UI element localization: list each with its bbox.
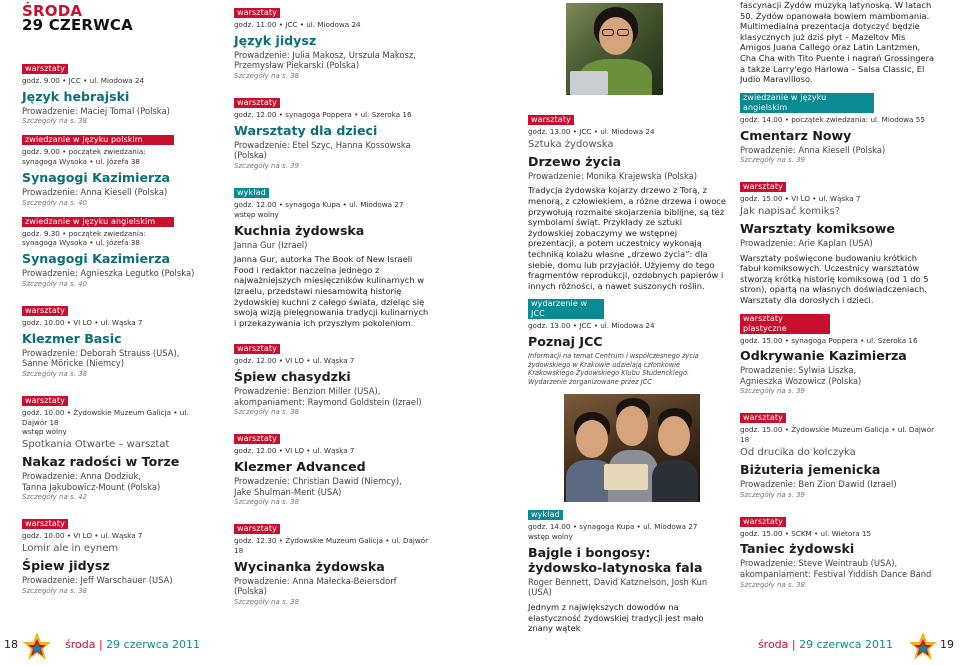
event-block	[22, 56, 198, 126]
day-header	[22, 4, 198, 32]
event-description: Warsztaty poświęcone budowaniu krótkich fabuł komiksowych. Uczestnicy warsztatów stworzą krótką historię komiksową (od 1 do 5 stron), opartą na własnych doświadczeniach. Warsztaty dla dorosłych i dzieci.	[740, 252, 929, 305]
star-logo-left-icon	[22, 631, 52, 661]
event-page-ref: Szczegóły na s. 42	[22, 493, 88, 502]
event-title: Warsztaty dla dzieci	[234, 122, 378, 138]
event-time-location: godz. 9.00 • początek zwiedzania: synagoga Wysoka • ul. Józefa 38	[22, 147, 146, 167]
event-block	[740, 405, 938, 499]
event-lead: Prowadzenie: Anna Kiesell (Polska)	[22, 186, 168, 197]
event-type-tag: wydarzenie w JCC	[528, 299, 604, 319]
event-type-tag: warsztaty	[234, 434, 280, 444]
event-type-tag: warsztaty	[234, 344, 280, 354]
event-subtitle: Jak napisać komiks?	[740, 205, 841, 217]
event-note: Informacji na temat Centrum i współczesnego życia żydowskiego w Krakowie udzielają członkowie Krakowskiego Żydowskiego Klubu Studenckiego. Wydarzenie zorganizowane przez JCC	[528, 352, 699, 386]
event-type-tag: warsztaty	[740, 182, 786, 192]
event-block	[234, 0, 432, 81]
event-time-location: godz. 11.00 • JCC • ul. Miodowa 24	[234, 20, 361, 29]
event-subtitle: Sztuka żydowska	[528, 138, 614, 150]
event-time-location: godz. 12.00 • VI LO • ul. Wąska 7	[234, 446, 355, 456]
events-list	[740, 0, 938, 590]
event-block	[528, 502, 726, 634]
event-title: Śpiew jidysz	[22, 558, 110, 574]
event-page-ref: Szczegóły na s. 40	[22, 279, 88, 288]
event-time-location: godz. 9.00 • JCC • ul. Miodowa 24	[22, 76, 145, 85]
event-title: Warsztaty komiksowe	[740, 220, 895, 236]
event-page-ref: Szczegóły na s. 38	[234, 408, 300, 417]
event-type-tag: zwiedzanie w języku angielskim	[22, 217, 174, 227]
event-page-ref: Szczegóły na s. 40	[22, 198, 88, 207]
event-block	[528, 107, 726, 291]
event-title: Bajgle i bongosy: żydowsko-latynoska fala	[528, 544, 703, 575]
event-time-location: godz. 14.00 • początek zwiedzania: ul. Miodowa 55	[740, 114, 925, 124]
page-number-right: 19	[940, 638, 954, 651]
event-subtitle: Od drucika do kolczyka	[740, 447, 856, 459]
event-type-tag: warsztaty	[740, 413, 786, 423]
event-time-location: godz. 14.00 • synagoga Kupa • ul. Miodowa 27 wstęp wolny	[528, 522, 698, 541]
event-page-ref: Szczegóły na s. 39	[234, 161, 300, 170]
footer-date-right: 29 czerwca 2011	[799, 638, 893, 651]
event-lead: Prowadzenie: Etel Szyc, Hanna Kossowska (Polska)	[234, 139, 411, 161]
event-time-location: godz. 13.00 • JCC • ul. Miodowa 24	[528, 321, 655, 331]
event-block	[740, 93, 938, 165]
event-lead: Prowadzenie: Deborah Strauss (USA), Sanne Möricke (Niemcy)	[22, 347, 180, 369]
event-description: Jednym z największych dowodów na elastyczność żydowskiej tradycji jest mało znany wątek	[528, 601, 704, 634]
event-type-tag: warsztaty	[22, 396, 68, 406]
event-lead: Janna Gur (Izrael)	[234, 239, 308, 250]
event-lead: Prowadzenie: Christian Dawid (Niemcy), Jake Shulman-Ment (USA)	[234, 476, 402, 497]
event-lead: Prowadzenie: Agnieszka Legutko (Polska)	[22, 268, 195, 279]
event-lead: Prowadzenie: Julia Makosz, Urszula Makosz, Przemysław Piekarski (Polska)	[234, 49, 416, 71]
event-time-location: godz. 15.00 • SCKM • ul. Wietora 15	[740, 528, 872, 538]
event-type-tag: warsztaty	[234, 98, 280, 108]
events-list	[234, 0, 432, 607]
event-lead: Prowadzenie: Anna Kiesell (Polska)	[740, 144, 886, 155]
event-lead: Prowadzenie: Anna Dodziuk, Tanna Jakubowicz-Mount (Polska)	[22, 471, 161, 492]
event-type-tag: warsztaty	[22, 306, 68, 316]
event-lead: Roger Bennett, David Katznelson, Josh Kun (USA)	[528, 576, 708, 598]
event-title: Klezmer Basic	[22, 330, 122, 346]
event-title: Język hebrajski	[22, 88, 130, 104]
event-page-ref: Szczegóły na s. 38	[234, 598, 300, 607]
event-block	[740, 314, 938, 397]
footer-day-left: środa	[65, 638, 96, 651]
event-block	[234, 516, 432, 607]
event-time-location: godz. 12.00 • VI LO • ul. Wąska 7	[234, 356, 355, 366]
event-description-continued: fascynacji Żydów muzyką latynoską. W latach 50. Żydów opanowała bowiem mambomania. Multimedialna prezentacja dotyczyć będzie klasycznych już dziś płyt – Mazeltov Mis Amigos Juana Callego oraz Latin Lantzmen, Cha Cha with Tito Puente i nagrań Grossingera a także Larry'ego Harlowa – Salsa Classic, El Judio Maravilloso.	[740, 0, 935, 85]
event-block	[234, 336, 432, 417]
photo-shape	[604, 464, 648, 490]
event-time-location: godz. 12.30 • Żydowskie Muzeum Galicja • ul. Dajwór 18	[234, 536, 429, 556]
event-type-tag: warsztaty	[740, 517, 786, 527]
event-lead: Prowadzenie: Monika Krajewska (Polska)	[528, 170, 698, 181]
photo-shape	[616, 406, 648, 446]
footer-right: środa | 29 czerwca 2011 19	[757, 638, 954, 651]
column-3	[528, 0, 726, 642]
star-logo-right-icon	[908, 631, 938, 661]
event-page-ref: Szczegóły na s. 38	[740, 580, 806, 589]
event-time-location: godz. 9.30 • początek zwiedzania: synagoga Wysoka • ul. Józefa 38	[22, 228, 146, 248]
event-title: Biżuteria jemenicka	[740, 462, 881, 478]
event-type-tag: wykład	[528, 510, 563, 520]
event-time-location: godz. 10.00 • Żydowskie Muzeum Galicja • ul. Dajwór 18 wstęp wolny	[22, 407, 189, 437]
events-list	[528, 107, 726, 634]
event-title: Drzewo życia	[528, 153, 622, 169]
event-time-location: godz. 15.00 • Żydowskie Muzeum Galicja • ul. Dajwór 18	[740, 425, 935, 445]
event-block	[740, 0, 938, 85]
event-subtitle: Spotkania Otwarte – warsztat	[22, 439, 170, 451]
event-lead: Prowadzenie: Benzion Miller (USA), akompaniament: Raymond Goldstein (Izrael)	[234, 386, 422, 407]
day-name: ŚRODA	[22, 2, 83, 20]
event-block	[22, 388, 198, 503]
column-1	[22, 0, 198, 605]
event-page-ref: Szczegóły na s. 38	[22, 369, 88, 378]
event-title: Cmentarz Nowy	[740, 127, 852, 143]
event-page-ref: Szczegóły na s. 38	[22, 117, 88, 126]
event-block	[528, 299, 726, 386]
event-page-ref: Szczegóły na s. 39	[740, 387, 806, 396]
event-block	[22, 298, 198, 379]
event-lead: Prowadzenie: Maciej Tomal (Polska)	[22, 105, 170, 116]
event-title: Nakaz radości w Torze	[22, 454, 180, 470]
event-lead: Prowadzenie: Arie Kaplan (USA)	[740, 237, 873, 248]
event-title: Wycinanka żydowska	[234, 558, 385, 574]
event-title: Synagogi Kazimierza	[22, 169, 171, 185]
photo-speaker	[566, 3, 663, 95]
event-block	[740, 509, 938, 590]
event-type-tag: warsztaty	[234, 8, 280, 18]
event-type-tag: warsztaty	[528, 115, 574, 125]
event-block	[22, 135, 198, 207]
day-date: 29 CZERWCA	[22, 16, 133, 34]
event-title: Synagogi Kazimierza	[22, 251, 171, 267]
event-title: Śpiew chasydzki	[234, 369, 351, 385]
event-page-ref: Szczegóły na s. 38	[234, 498, 300, 507]
event-time-location: godz. 15.00 • synagoga Poppera • ul. Szeroka 16	[740, 335, 918, 345]
event-description: Tradycja żydowska kojarzy drzewo z Torą, z menorą, z człowiekiem, a różne drzewa i owoce przywołują rozmaite skojarzenia biblijne, są też symbolami świąt. Przykłady ze sztuki żydowskiej zobaczymy we wstępnej prezentacji, a potem uczestnicy wykonają techniką kolażu własne „drzewo życia”: dla siebie, domu lub przyjaciół. Użyjemy do tego fragmentów reprodukcji, ozdobnych papierów i innych różności, a nawet suszonych roślin.	[528, 185, 726, 291]
event-time-location: godz. 10.00 • VI LO • ul. Wąska 7	[22, 531, 143, 541]
event-block	[22, 511, 198, 595]
event-time-location: godz. 13.00 • JCC • ul. Miodowa 24	[528, 127, 655, 136]
event-title: Poznaj JCC	[528, 334, 603, 350]
event-time-location: godz. 15.00 • VI LO • ul. Wąska 7	[740, 194, 861, 204]
event-title: Odkrywanie Kazimierza	[740, 348, 907, 364]
event-type-tag: wykład	[234, 188, 269, 198]
event-block	[234, 180, 432, 328]
event-time-location: godz. 12.00 • synagoga Kupa • ul. Miodowa 27 wstęp wolny	[234, 199, 404, 219]
page-number-left: 18	[4, 638, 18, 651]
photo-shape	[652, 460, 698, 502]
event-lead: Prowadzenie: Sylwia Liszka, Agnieszka Wozowicz (Polska)	[740, 365, 862, 386]
photo-speakers	[564, 394, 700, 502]
event-lead: Prowadzenie: Ben Zion Dawid (Izrael)	[740, 479, 897, 490]
event-title: Kuchnia żydowska	[234, 222, 365, 238]
event-page-ref: Szczegóły na s. 38	[234, 71, 300, 80]
event-lead: Prowadzenie: Jeff Warschauer (USA)	[22, 575, 173, 586]
event-time-location: godz. 10.00 • VI LO • ul. Wąska 7	[22, 317, 143, 327]
event-description: Janna Gur, autorka The Book of New Israeli Food i redaktor naczelna jednego z najważniejszych miesięczników kulinarnych w Izraelu, przedstawi niesamowitą historię żydowskiej kuchni z całego świata, dzieląc się swoją wizją pielęgnowania tradycji kulinarnych i przekazywania ich przyszłym pokoleniom.	[234, 254, 429, 328]
event-lead: Prowadzenie: Anna Małecka-Beiersdorf (Polska)	[234, 575, 397, 597]
column-4	[740, 0, 938, 599]
footer-date-left: 29 czerwca 2011	[106, 638, 201, 651]
event-block	[234, 426, 432, 507]
event-page-ref: Szczegóły na s. 39	[740, 156, 806, 165]
event-type-tag: zwiedzanie w języku angielskim	[740, 93, 874, 113]
event-time-location: godz. 12.00 • synagoga Poppera • ul. Szeroka 16	[234, 109, 412, 119]
footer-day-right: środa	[757, 638, 789, 651]
event-type-tag: warsztaty	[22, 64, 68, 74]
event-page-ref: Szczegóły na s. 39	[740, 490, 806, 499]
event-type-tag: warsztaty	[22, 519, 68, 529]
event-lead: Prowadzenie: Steve Weintraub (USA), akompaniament: Festival Yiddish Dance Band	[740, 558, 932, 580]
event-subtitle: Lomir ale in eynem	[22, 543, 119, 555]
event-block	[740, 174, 938, 305]
event-block	[234, 90, 432, 171]
event-type-tag: warsztaty plastyczne	[740, 314, 830, 334]
photo-shape	[576, 420, 608, 458]
column-2	[234, 0, 432, 616]
footer-left: 18 środa | 29 czerwca 2011	[4, 638, 201, 651]
event-block	[22, 217, 198, 289]
event-title: Język jidysz	[234, 32, 317, 48]
event-title: Taniec żydowski	[740, 541, 855, 557]
event-title: Klezmer Advanced	[234, 459, 366, 475]
photo-shape	[658, 416, 690, 456]
events-list	[22, 56, 198, 596]
event-page-ref: Szczegóły na s. 38	[22, 586, 88, 595]
event-type-tag: warsztaty	[234, 524, 280, 534]
event-type-tag: zwiedzanie w języku polskim	[22, 135, 174, 145]
